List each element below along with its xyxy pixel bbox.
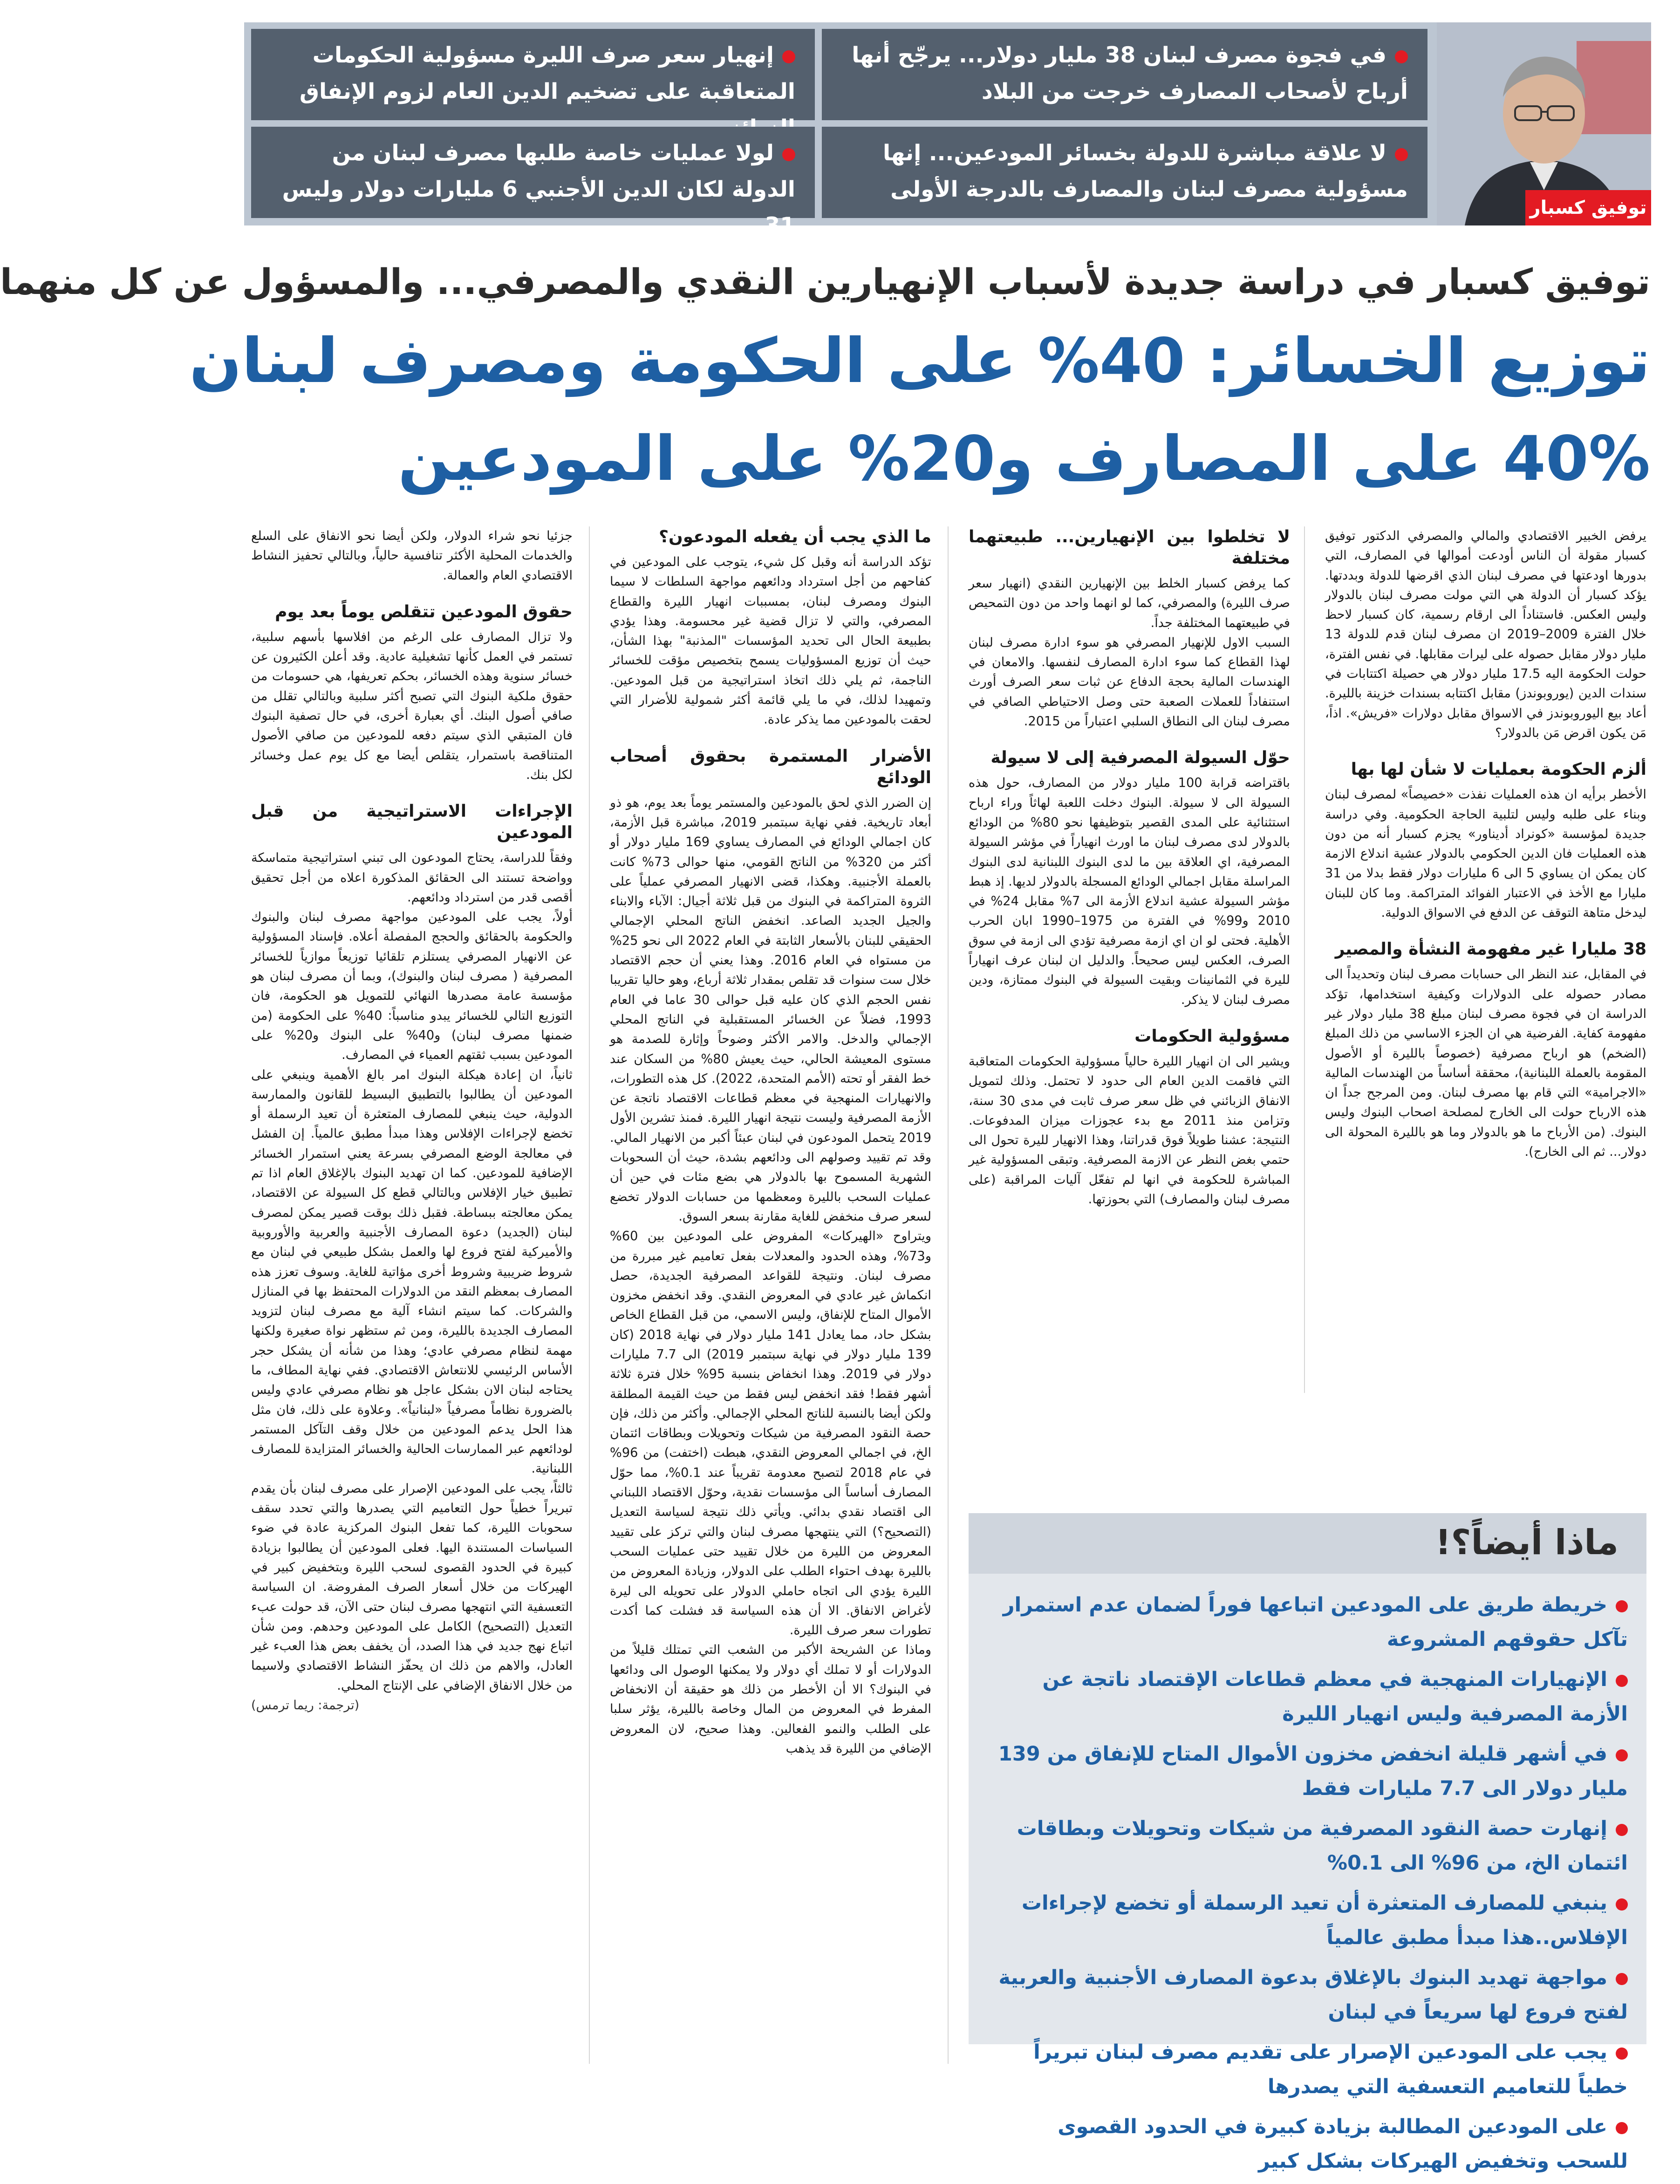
body-paragraph: وفقاً للدراسة، يحتاج المودعون الى تبني استراتيجية متماسكة وواضحة تستند الى الحقائق المذكورة اعلاه من أجل تحقيق أقصى قدر من استرداد ودائعهم.: [251, 851, 573, 905]
sidebar-list-item: [990, 2109, 1628, 2178]
section-heading: الإجراءات الاستراتيجية من قبل المودعين: [251, 802, 573, 843]
section-heading: 38 مليارا غير مفهومة النشأة والمصير: [1335, 940, 1646, 959]
body-paragraph: ويشير الى ان انهيار الليرة حالياً مسؤولية الحكومات المتعاقبة التي فاقمت الدين العام الى حدود لا تحتمل. وذلك لتمويل الانفاق الزبائني في ظل سعر صرف ثابت في مدى 30 سنة، وتزامن منذ 2011 مع بدء عجوزات ميزان المدفوعات. النتيجة: عشنا طويلاً فوق قدراتنا، وهذا الانهيار لليرة تحول الى حتمي بغض النظر عن الازمة المصرفية. وتبقى المسؤولية غير المباشرة للحكومة في انها لم تفعّل آليات المراقبة (على مصرف لبنان والمصارف) التي بحوزتها.: [969, 1054, 1291, 1207]
bullet-icon: [1616, 2122, 1628, 2134]
bullet-icon: [782, 50, 795, 63]
section-heading: الأضرار المستمرة بحقوق أصحاب الودائع: [610, 746, 931, 787]
headline-text: في فجوة مصرف لبنان 38 مليار دولار... يرجّح أنها أرباح لأصحاب المصارف خرجت من البلاد: [852, 42, 1408, 104]
header-headline: [822, 127, 1427, 218]
sidebar-item-text: إنهارت حصة النقود المصرفية من شيكات وتحويلات وبطاقات ائتمان الخ، من 96% الى 0.1%: [1017, 1817, 1628, 1875]
sidebar-list-item: [990, 1662, 1628, 1731]
header-headline: [822, 29, 1427, 120]
section-heading: لا تخلطوا بين الإنهيارين... طبيعتهما مختلفة: [969, 527, 1290, 568]
article-column-4: [251, 526, 573, 2045]
body-paragraph: باقتراضه قرابة 100 مليار دولار من المصارف، حول هذه السيولة الى لا سيولة. البنوك دخلت اللعبة لهاثاً وراء ارباح استثنائية على المدى القصير بتوظيفها نحو 80% من الودائع بالدولار لدى مصرف لبنان ما اورث انهياراً في مؤشر السيولة المصرفية، اي العلاقة بين ما لدى البنوك اللبنانية لدى البنوك المراسلة مقابل اجمالي الودائع المسجلة بالدولار لديها. إذ هبط مؤشر السيولة عشية اندلاع الأزمة الى 7% مقابل 24% في 2010 و99% في الفترة من 1975–1990 ابان الحرب الأهلية. فحتى لو ان اي ازمة مصرفية تؤدي الى ازمة في سوق الصرف، العكس ليس صحيحاً. والدليل ان لبنان عرف انهياراً لليرة في الثمانينات وبقيت السيولة في البنوك ممتازة، ودين مصرف لبنان لا يذكر.: [969, 776, 1291, 1007]
sidebar-list-item: [990, 1811, 1628, 1880]
section-heading: حقوق المودعين تتقلص يوماً بعد يوم: [275, 602, 573, 621]
header-headline: [251, 127, 815, 239]
body-paragraph: في المقابل، عند النظر الى حسابات مصرف لبنان وتحديداً الى مصادر حصوله على الدولارات وكيفية استخدامها، تؤكد الدراسة ان في فجوة مصرف لبنان مبلغ 38 مليار دولار غير مفهومة كفاية. الفرضية هي ان الجزء الاساسي من ذلك المبلغ (الضخم) هو ارباح مصرفية (خصوصاً بالليرة أو الأصول المقومة بالعملة اللبنانية)، محققة أساساً من الهندسات المالية «الاجرامية» التي قام بها مصرف لبنان. ومن المرجح جداً ان هذه الارباح حولت الى الخارج لمصلحة اصحاب البنوك وليس البنوك. (من الأرباح ما هو بالدولار وما هو بالليرة المحولة الى دولار... ثم الى الخارج).: [1325, 967, 1647, 1160]
sidebar-title: ماذا أيضاً؟!: [1435, 1522, 1619, 1563]
photo-caption: توفيق كسبار: [1525, 190, 1651, 225]
article-column-3: [610, 526, 931, 2064]
sidebar-item-text: مواجهة تهديد البنوك بالإغلاق بدعوة المصارف الأجنبية والعربية لفتح فروع لها سريعاً في لبنان: [998, 1966, 1628, 2024]
body-paragraph: تؤكد الدراسة أنه وقبل كل شيء، يتوجب على المودعين في كفاحهم من أجل استرداد ودائعهم مواجهة السلطات لا سيما البنوك ومصرف لبنان، بمسببات انهيار الليرة والقطاع المصرفي، والتي لا تزال قضية غير محسومة. وهذا يؤدي بطبيعة الحال الى تحديد المؤسسات "المذنبة" بهذا الشأن، حيث أن توزيع المسؤوليات يسمح بتخصيص مؤقت للخسائر الناجمة، ثم يلي ذلك اتخاذ استراتيجية من قبل المودعين. وتمهيدا لذلك، في ما يلي قائمة أكثر شمولية للأضرار التي لحقت بالمودعين مما يذكر عادة.: [610, 555, 931, 727]
main-title-line-2: 40% على المصارف و20% على المودعين: [398, 423, 1650, 495]
bullet-icon: [1616, 1600, 1628, 1612]
sidebar-list-item: [990, 1737, 1628, 1806]
body-paragraph: الأخطر برأيه ان هذه العمليات نفذت «خصيصاً» لمصرف لبنان وبناء على طلبه وليس لتلبية الحاجة الحكومية. وفي دراسة جديدة لمؤسسة «كونراد أديناور» يجزم كسبار أنه من دون هذه العمليات فان الدين الحكومي بالدولار عشية اندلاع الازمة كان يمكن ان يساوي 5 الى 6 مليارات دولار فقط بدلا من 31 مليارا مع الأخذ في الاعتبار الفوائد المتراكمة. وما كان للبنان ليدخل متاهة التوقف عن الدفع في الاسواق الدولية.: [1325, 787, 1646, 921]
column-divider: [1304, 526, 1305, 1393]
body-paragraph: وماذا عن الشريحة الأكبر من الشعب التي تمتلك قليلاً من الدولارات أو لا تملك أي دولار ولا يمكنها الوصول الى ودائعها في البنوك؟ الا أن الأخطر من ذلك هو حقيقة أن الانخفاض المفرط في المعروض من المال وخاصة بالليرة، يؤثر سلبا على الطلب والنمو الفعالين. وهذا صحيح، لان المعروض الإضافي من الليرة قد يذهب: [610, 1643, 931, 1756]
body-paragraph: السبب الاول للإنهيار المصرفي هو سوء ادارة مصرف لبنان لهذا القطاع كما سوء ادارة المصارف لنفسها. والامعان في الهندسات المالية بحجة الدفاع عن ثبات سعر الصرف أورث استنفاداً للعملات الصعبة حتى وصل الاحتياطي الصافي في مصرف لبنان الى النطاق السلبي اعتباراً من 2015.: [969, 635, 1290, 729]
body-paragraph: ولا تزال المصارف على الرغم من افلاسها بأسهم سلبية، تستمر في العمل كأنها تشغيلية عادية. وقد أعلن الكثيرون عن خسائر سنوية وهذه الخسائر، بحكم تعريفها، هي حسومات من حقوق ملكية البنوك التي تصبح أكثر سلبية وبالتالي تقلل من صافي أصول البنك. أي بعبارة أخرى، في حال تصفية البنوك فان المتبقي الذي سيتم دفعه للمودعين من صافي الأصول المتناقصة باستمرار، يتقلص أيضا مع كل يوم عمل وخسائر لكل بنك.: [251, 629, 573, 782]
sidebar-list-item: [990, 2035, 1628, 2104]
body-paragraph: ثالثاً، يجب على المودعين الإصرار على مصرف لبنان بأن يقدم تبريراً خطياً حول التعاميم التي يصدرها والتي تحدد سقف سحوبات الليرة، كما تفعل البنوك المركزية عادة في ضوء السياسات المستندة اليها. فعلى المودعين أن يطالبوا بزيادة كبيرة في الحدود القصوى لسحب الليرة وبتخفيض كبير في الهيركات من خلال أسعار الصرف المفروضة. ان السياسة التعسفية التي انتهجها مصرف لبنان حتى الآن، قد حولت عبء التعديل (التصحيح) الكامل على المودعين وحدهم. ومن شأن اتباع نهج جديد في هذا الصدد، أن يخفف بعض هذا العبء غير العادل، والاهم من ذلك ان يحفّز النشاط الاقتصادي ولاسيما من خلال الانفاق الإضافي على الإنتاج المحلي.: [251, 1481, 573, 1693]
section-heading: ما الذي يجب أن يفعله المودعون؟: [659, 527, 931, 546]
main-title-line-1: توزيع الخسائر: 40% على الحكومة ومصرف لبنان: [189, 325, 1650, 397]
headline-text: لا علاقة مباشرة للدولة بخسائر المودعين... إنها مسؤولية مصرف لبنان والمصارف بالدرجة الأولى: [882, 140, 1408, 202]
column-divider: [589, 526, 590, 2064]
bullet-icon: [782, 148, 795, 161]
translator-credit: (ترجمة: ريما ترمس): [251, 1698, 360, 1713]
article-column-2: [969, 526, 1290, 1486]
author-photo: [1437, 22, 1651, 225]
bullet-icon: [1616, 1749, 1628, 1761]
article-column-1: [1325, 526, 1646, 1393]
body-paragraph: جزئيا نحو شراء الدولار، ولكن أيضا نحو الانفاق على السلع والخدمات المحلية الأكثر تنافسية حالياً، وبالتالي تحفيز النشاط الاقتصادي العام والعمالة.: [251, 529, 573, 583]
bullet-icon: [1395, 50, 1408, 63]
section-heading: ألزم الحكومة بعمليات لا شأن لها بها: [1351, 760, 1646, 779]
body-paragraph: يرفض الخبير الاقتصادي والمالي والمصرفي الدكتور توفيق كسبار مقولة أن الناس أودعت أموالها في المصارف، التي بدورها اودعتها في مصرف لبنان الذي اقرضها للدولة وبددتها. يؤكد كسبار أن الدولة هي التي مولت مصرف لبنان بالدولار وليس العكس. فاستناداً الى ارقام رسمية، كان كسبار لاحظ خلال الفترة 2009–2019 ان مصرف لبنان قدم للدولة 13 مليار دولار مقابل حصوله على ليرات مقابلها. في نفس الفترة، حولت الحكومة اليه 17.5 مليار دولار هي حصيلة اكتتابات في سندات الدين (يوروبوندز) مقابل اكتتابه بسندات خزينة بالليرة. أعاد بيع اليوروبوندز في الاسواق مقابل دولارات «فريش». اذاً، مَن يكون اقرض مَن بالدولار؟: [1325, 529, 1646, 740]
sidebar-list-item: [990, 1886, 1628, 1955]
headline-text: إنهيار سعر صرف الليرة مسؤولية الحكومات المتعاقبة على تضخيم الدين العام لزوم الإنفاق: [299, 42, 795, 104]
body-paragraph: إن الضرر الذي لحق بالمودعين والمستمر يوماً بعد يوم، هو ذو أبعاد تاريخية. ففي نهاية سبتمبر 2019، مباشرة قبل الأزمة، كان اجمالي الودائع في المصارف يساوي 169 مليار دولار أو أكثر من 320% من الناتج القومي، منها حوالى 73% كانت بالعملة الأجنبية. وهكذا، قضى الانهيار المصرفي عملياً على الثروة المتراكمة في البنوك من قبل ثلاثة أجيال: الآباء والابناء والجيل الجديد الصاعد. انخفض الناتج المحلي الإجمالي الحقيقي للبنان بالأسعار الثابتة في العام 2022 الى نحو 25% من مستواه في العام 2016. وهذا يعني أن حجم الاقتصاد خلال ست سنوات قد تقلص بمقدار ثلاثة أرباع، وهو حاليا تقريبا نفس الحجم الذي كان عليه قبل حوالى 30 عاما في العام 1993، فضلاً عن الخسائر المستقبلية في الناتج المحلي الإجمالي والدخل. والامر الأكثر وضوحاً وإثارة للصدمة هو مستوى المعيشة الحالي، حيث يعيش 80% من السكان عند خط الفقر أو تحته (الأمم المتحدة، 2022). كل هذه التطورات، والانهيارات المنهجية في معظم قطاعات الاقتصاد ناتجة عن الأزمة المصرفية وليست نتيجة انهيار الليرة. فمنذ تشرين الأول 2019 يتحمل المودعون في لبنان عبئاً أكبر من الانهيار المالي. وقد تم تقييد وصولهم الى ودائعهم بشدة، حيث أن السحوبات الشهرية المسموح بها بالدولار هي بضع مئات في حين أن عمليات السحب بالليرة ومعظمها من حسابات الدولار تخضع لسعر صرف منخفض للغاية مقارنة بسعر السوق.: [610, 795, 932, 1224]
column-divider: [948, 526, 949, 2064]
sidebar-list-item: [990, 1588, 1628, 1657]
kicker-title: توفيق كسبار في دراسة جديدة لأسباب الإنهيارين النقدي والمصرفي... والمسؤول عن كل منهما: [0, 261, 1650, 302]
body-paragraph: ويتراوح «الهيركات» المفروض على المودعين بين 60% و73%، وهذه الحدود والمعدلات بفعل تعاميم غير مبررة من مصرف لبنان. ونتيجة للقواعد المصرفية الجديدة، حصل انكماش غير عادي في المعروض النقدي. وقد انخفض مخزون الأموال المتاح للإنفاق، وليس الاسمي، من قبل القطاع الخاص بشكل حاد، مما يعادل 141 مليار دولار في نهاية 2018 (كان 139 مليار دولار في نهاية سبتمبر 2019) الى 7.7 مليارات دولار في 2019. وهذا انخفاض بنسبة 95% خلال فترة ثلاثة أشهر فقط! فقد انخفض ليس فقط من حيث القيمة المطلقة ولكن أيضا بالنسبة للناتج المحلي الإجمالي. وأكثر من ذلك، فإن حصة النقود المصرفية من شيكات وتحويلات وبطاقات ائتمان الخ، في اجمالي المعروض النقدي، هبطت (اختفت) من 96% في عام 2018 لتصبح معدومة تقريباً عند 0.1%، مما حوّل المصارف أساساً الى مؤسسات نقدية، وحوّل الاقتصاد اللبناني الى اقتصاد نقدي بدائي. ويأتي ذلك نتيجة لسياسة التعديل (التصحيح؟) التي ينتهجها مصرف لبنان والتي تركز على تقييد المعروض من الليرة من خلال تقييد حتى عمليات السحب بالليرة بهدف احتواء الطلب على الدولار، وزيادة المعروض من الليرة يؤدي الى اتجاه حاملي الدولار على تحويله الى ليرة لأغراض الانفاق. الا أن هذه السياسة قد فشلت كما أكدت تطورات سعر صرف الليرة.: [610, 1229, 932, 1638]
bullet-icon: [1616, 1824, 1628, 1836]
body-paragraph: ثانياً، ان إعادة هيكلة البنوك امر بالغ الأهمية وينبغي على المودعين أن يطالبوا بالتطبيق البسيط للقانون والممارسة الدولية، حيث ينبغي للمصارف المتعثرة أن تعيد الرسملة أو تخضع لإجراءات الإفلاس وهذا مبدأ مطبق عالمياً. إن الفشل في معالجة الوضع المصرفي بسرعة يعني استمرار الخسائر الإضافية للمودعين. كما ان تهديد البنوك بالإغلاق العام اذا تم تطبيق خيار الإفلاس وبالتالي قطع كل السيولة عن الاقتصاد، يمكن معالجته ببساطة. فقبل ذلك بوقت قصير يمكن لمصرف لبنان (الجديد) دعوة المصارف الأجنبية والعربية والأوروبية والأميركية لفتح فروع لها والعمل بشكل طبيعي في لبنان مع شروط ضريبية وشروط أخرى مؤاتية للغاية. وسوف تعزز هذه المصارف بمعظم النقد من الدولارات المحتفظ بها في المنازل والشركات. كما سيتم انشاء آلية مع مصرف لبنان لتزويد المصارف الجديدة بالليرة، ومن ثم ستظهر نواة صغيرة ولكنها مهمة لنظام مصرفي عادي؛ وهذا من شأنه أن يشكل حجر الأساس الرئيسي للانتعاش الاقتصادي. ففي نهاية المطاف، ما يحتاجه لبنان الان بشكل عاجل هو نظام مصرفي عادي وليس بالضرورة نظاماً مصرفياً «لبنانياً». وعلاوة على ذلك، فان مثل هذا الحل يدعم المودعين من خلال وقف التآكل المستمر لودائعهم عبر الممارسات الحالية والخسائر المتزايدة للمصارف اللبنانية.: [251, 1067, 573, 1476]
sidebar-list-item: [990, 1960, 1628, 2029]
sidebar-list: [990, 1588, 1628, 2184]
sidebar-item-text: يجب على المودعين الإصرار على تقديم مصرف لبنان تبريراً خطياً للتعاميم التعسفية التي يصدرها: [1033, 2041, 1628, 2098]
body-paragraph: كما يرفض كسبار الخلط بين الإنهيارين النقدي (انهيار سعر صرف الليرة) والمصرفي، كما لو انهما واحد من دون التمحيص في طبيعتهما المختلفة جداً.: [969, 576, 1290, 630]
bullet-icon: [1616, 1675, 1628, 1687]
bullet-icon: [1616, 1898, 1628, 1911]
body-paragraph: أولاً، يجب على المودعين مواجهة مصرف لبنان والبنوك والحكومة بالحقائق والحجج المفصلة أعلاه. فإسناد المسؤولية عن الانهيار المصرفي يستلزم تلقائيا توزيعاً موازياً للخسائر المصرفية ( مصرف لبنان والبنوك)، وبما أن مصرف لبنان هو مؤسسة عامة مصدرها النهائي للتمويل هو الحكومة، فان التوزيع التالي للخسائر يبدو مناسباً: 40% على الحكومة (من ضمنها مصرف لبنان) و40% على البنوك و20% على المودعين بسبب ثقتهم العمياء في المصارف.: [251, 910, 573, 1063]
sidebar-item-text: على المودعين المطالبة بزيادة كبيرة في الحدود القصوى للسحب وتخفيض الهيركات بشكل كبير: [1058, 2115, 1628, 2173]
bullet-icon: [1395, 148, 1408, 161]
sidebar-item-text: في أشهر قليلة انخفض مخزون الأموال المتاح للإنفاق من 139 مليار دولار الى 7.7 مليارات فقط: [998, 1742, 1628, 1800]
section-heading: مسؤولية الحكومات: [1134, 1026, 1290, 1046]
bullet-icon: [1616, 1973, 1628, 1985]
sidebar-box: [969, 1513, 1646, 2173]
headline-text: لولا عمليات خاصة طلبها مصرف لبنان من الدولة لكان الدين الأجنبي 6 مليارات دولار وليس 31: [282, 140, 795, 239]
header-headline: [251, 29, 815, 120]
sidebar-item-text: خريطة طريق على المودعين اتباعها فوراً لضمان عدم استمرار تآكل حقوقهم المشروعة: [1003, 1593, 1628, 1651]
bullet-icon: [1616, 2048, 1628, 2060]
sidebar-item-text: الإنهيارات المنهجية في معظم قطاعات الإقتصاد ناتجة عن الأزمة المصرفية وليس انهيار الليرة: [1042, 1668, 1628, 1726]
section-heading: حوّل السيولة المصرفية إلى لا سيولة: [990, 748, 1290, 768]
sidebar-item-text: ينبغي للمصارف المتعثرة أن تعيد الرسملة أو تخضع لإجراءات الإفلاس..هذا مبدأ مطبق عالمياً: [1021, 1891, 1628, 1949]
